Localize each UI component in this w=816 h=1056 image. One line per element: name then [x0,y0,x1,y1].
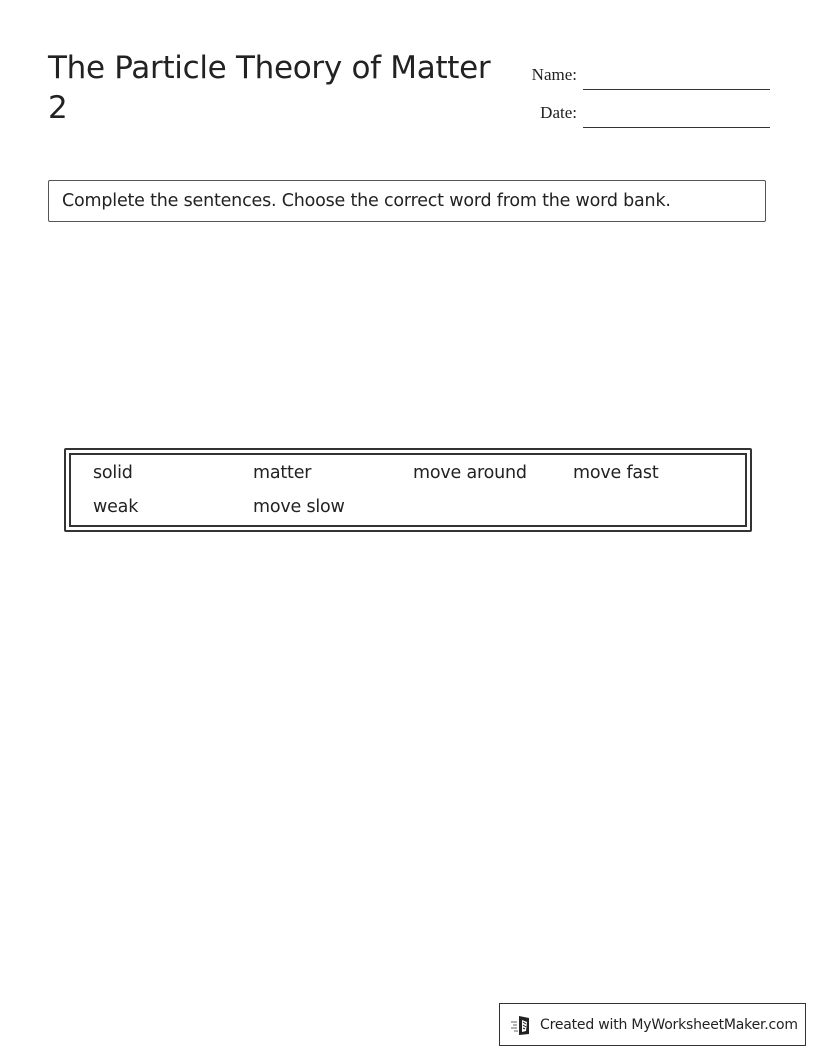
word-bank-grid [69,453,747,527]
word-bank-item: move slow [253,497,345,517]
word-bank-item: weak [93,497,139,517]
footer-credit[interactable] [499,1003,806,1046]
date-field[interactable] [583,103,770,128]
name-label: Name: [531,65,577,84]
name-field[interactable] [583,65,770,90]
date-label: Date: [540,103,577,122]
worksheet-maker-logo-icon [510,1013,534,1037]
word-bank-item: solid [93,463,133,483]
worksheet-title: The Particle Theory of Matter 2 [48,50,491,126]
word-bank-item: move fast [573,463,659,483]
date-row [505,90,770,128]
student-info [505,52,770,128]
instructions-box: Complete the sentences. Choose the correct word from the word bank. [48,180,766,222]
word-bank-item: move around [413,463,527,483]
word-bank [64,448,752,532]
footer-text: Created with MyWorksheetMaker.com [540,1016,798,1033]
word-bank-item: matter [253,463,312,483]
name-row [505,52,770,90]
